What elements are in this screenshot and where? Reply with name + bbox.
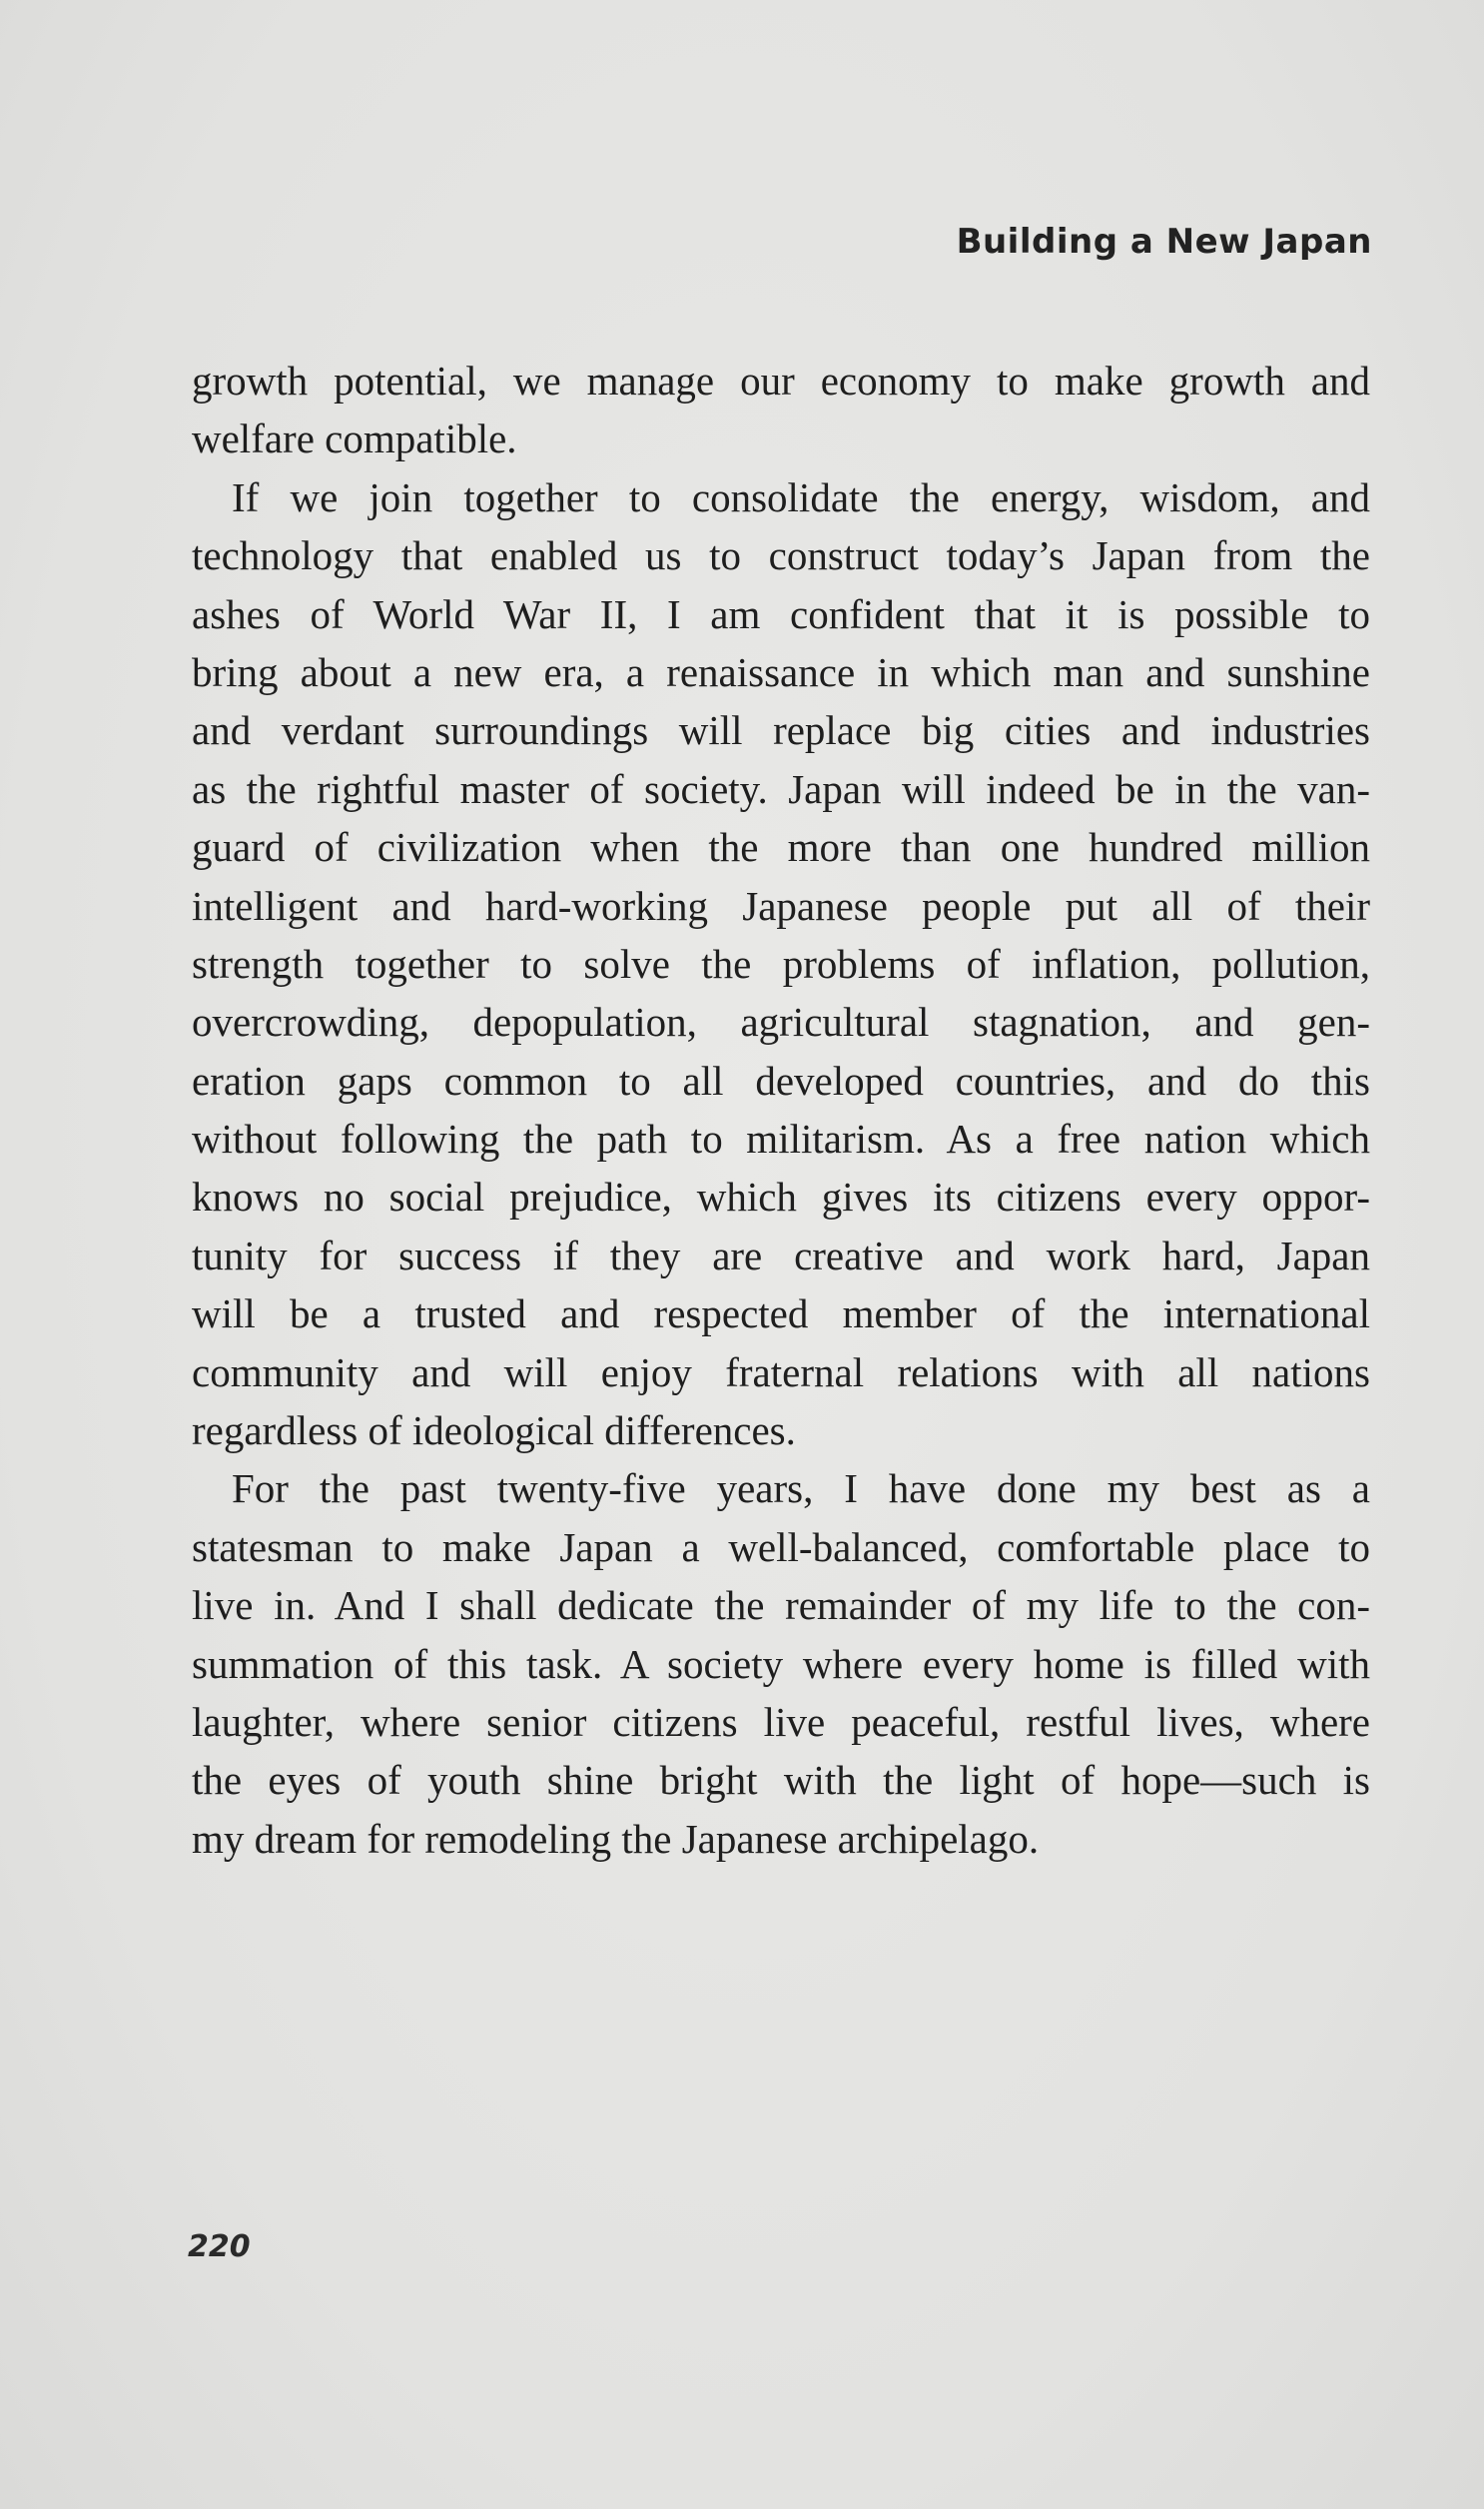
text-line: my dream for remodeling the Japanese archipelago.: [192, 1815, 1040, 1862]
text-line: For the past twenty-five years, I have done my best as a: [232, 1465, 1370, 1512]
text-line: as the rightful master of society. Japan will indeed be in the van-: [192, 765, 1370, 812]
text-line: strength together to solve the problems of inflation, pollution,: [192, 940, 1370, 987]
text-line: summation of this task. A society where every home is filled with: [192, 1640, 1370, 1687]
paragraph: [192, 468, 1370, 1460]
text-line: If we join together to consolidate the energy, wisdom, and: [232, 473, 1370, 520]
text-line: without following the path to militarism. As a free nation which: [192, 1116, 1370, 1163]
text-line: technology that enabled us to construct today’s Japan from the: [192, 532, 1370, 579]
page-number: 220: [188, 2229, 251, 2264]
text-line: eration gaps common to all developed countries, and do this: [192, 1057, 1370, 1104]
text-line: and verdant surroundings will replace big cities and industries: [192, 707, 1370, 754]
text-line: regardless of ideological differences.: [192, 1407, 796, 1454]
text-line: bring about a new era, a renaissance in which man and sunshine: [192, 648, 1370, 695]
text-line: laughter, where senior citizens live peaceful, restful lives, where: [192, 1698, 1370, 1745]
text-line: live in. And I shall dedicate the remainder of my life to the con-: [192, 1582, 1370, 1629]
text-line: the eyes of youth shine bright with the light of hope—such is: [192, 1757, 1370, 1804]
running-head: Building a New Japan: [956, 222, 1372, 262]
text-line: knows no social prejudice, which gives its citizens every oppor-: [192, 1174, 1370, 1221]
text-line: guard of civilization when the more than one hundred million: [192, 824, 1370, 871]
text-line: welfare compatible.: [192, 416, 517, 462]
text-line: tunity for success if they are creative and work hard, Japan: [192, 1232, 1370, 1278]
paragraph: [192, 352, 1370, 468]
text-line: statesman to make Japan a well-balanced, comfortable place to: [192, 1523, 1370, 1570]
text-line: growth potential, we manage our economy to make growth and: [192, 358, 1370, 404]
text-line: community and will enjoy fraternal relations with all nations: [192, 1348, 1370, 1395]
body-text: [192, 352, 1370, 1868]
text-line: ashes of World War II, I am confident that it is possible to: [192, 590, 1370, 637]
paragraph: [192, 1459, 1370, 1868]
text-line: overcrowding, depopulation, agricultural stagnation, and gen-: [192, 999, 1370, 1046]
text-line: intelligent and hard-working Japanese people put all of their: [192, 882, 1370, 929]
text-line: will be a trusted and respected member of the international: [192, 1290, 1370, 1337]
